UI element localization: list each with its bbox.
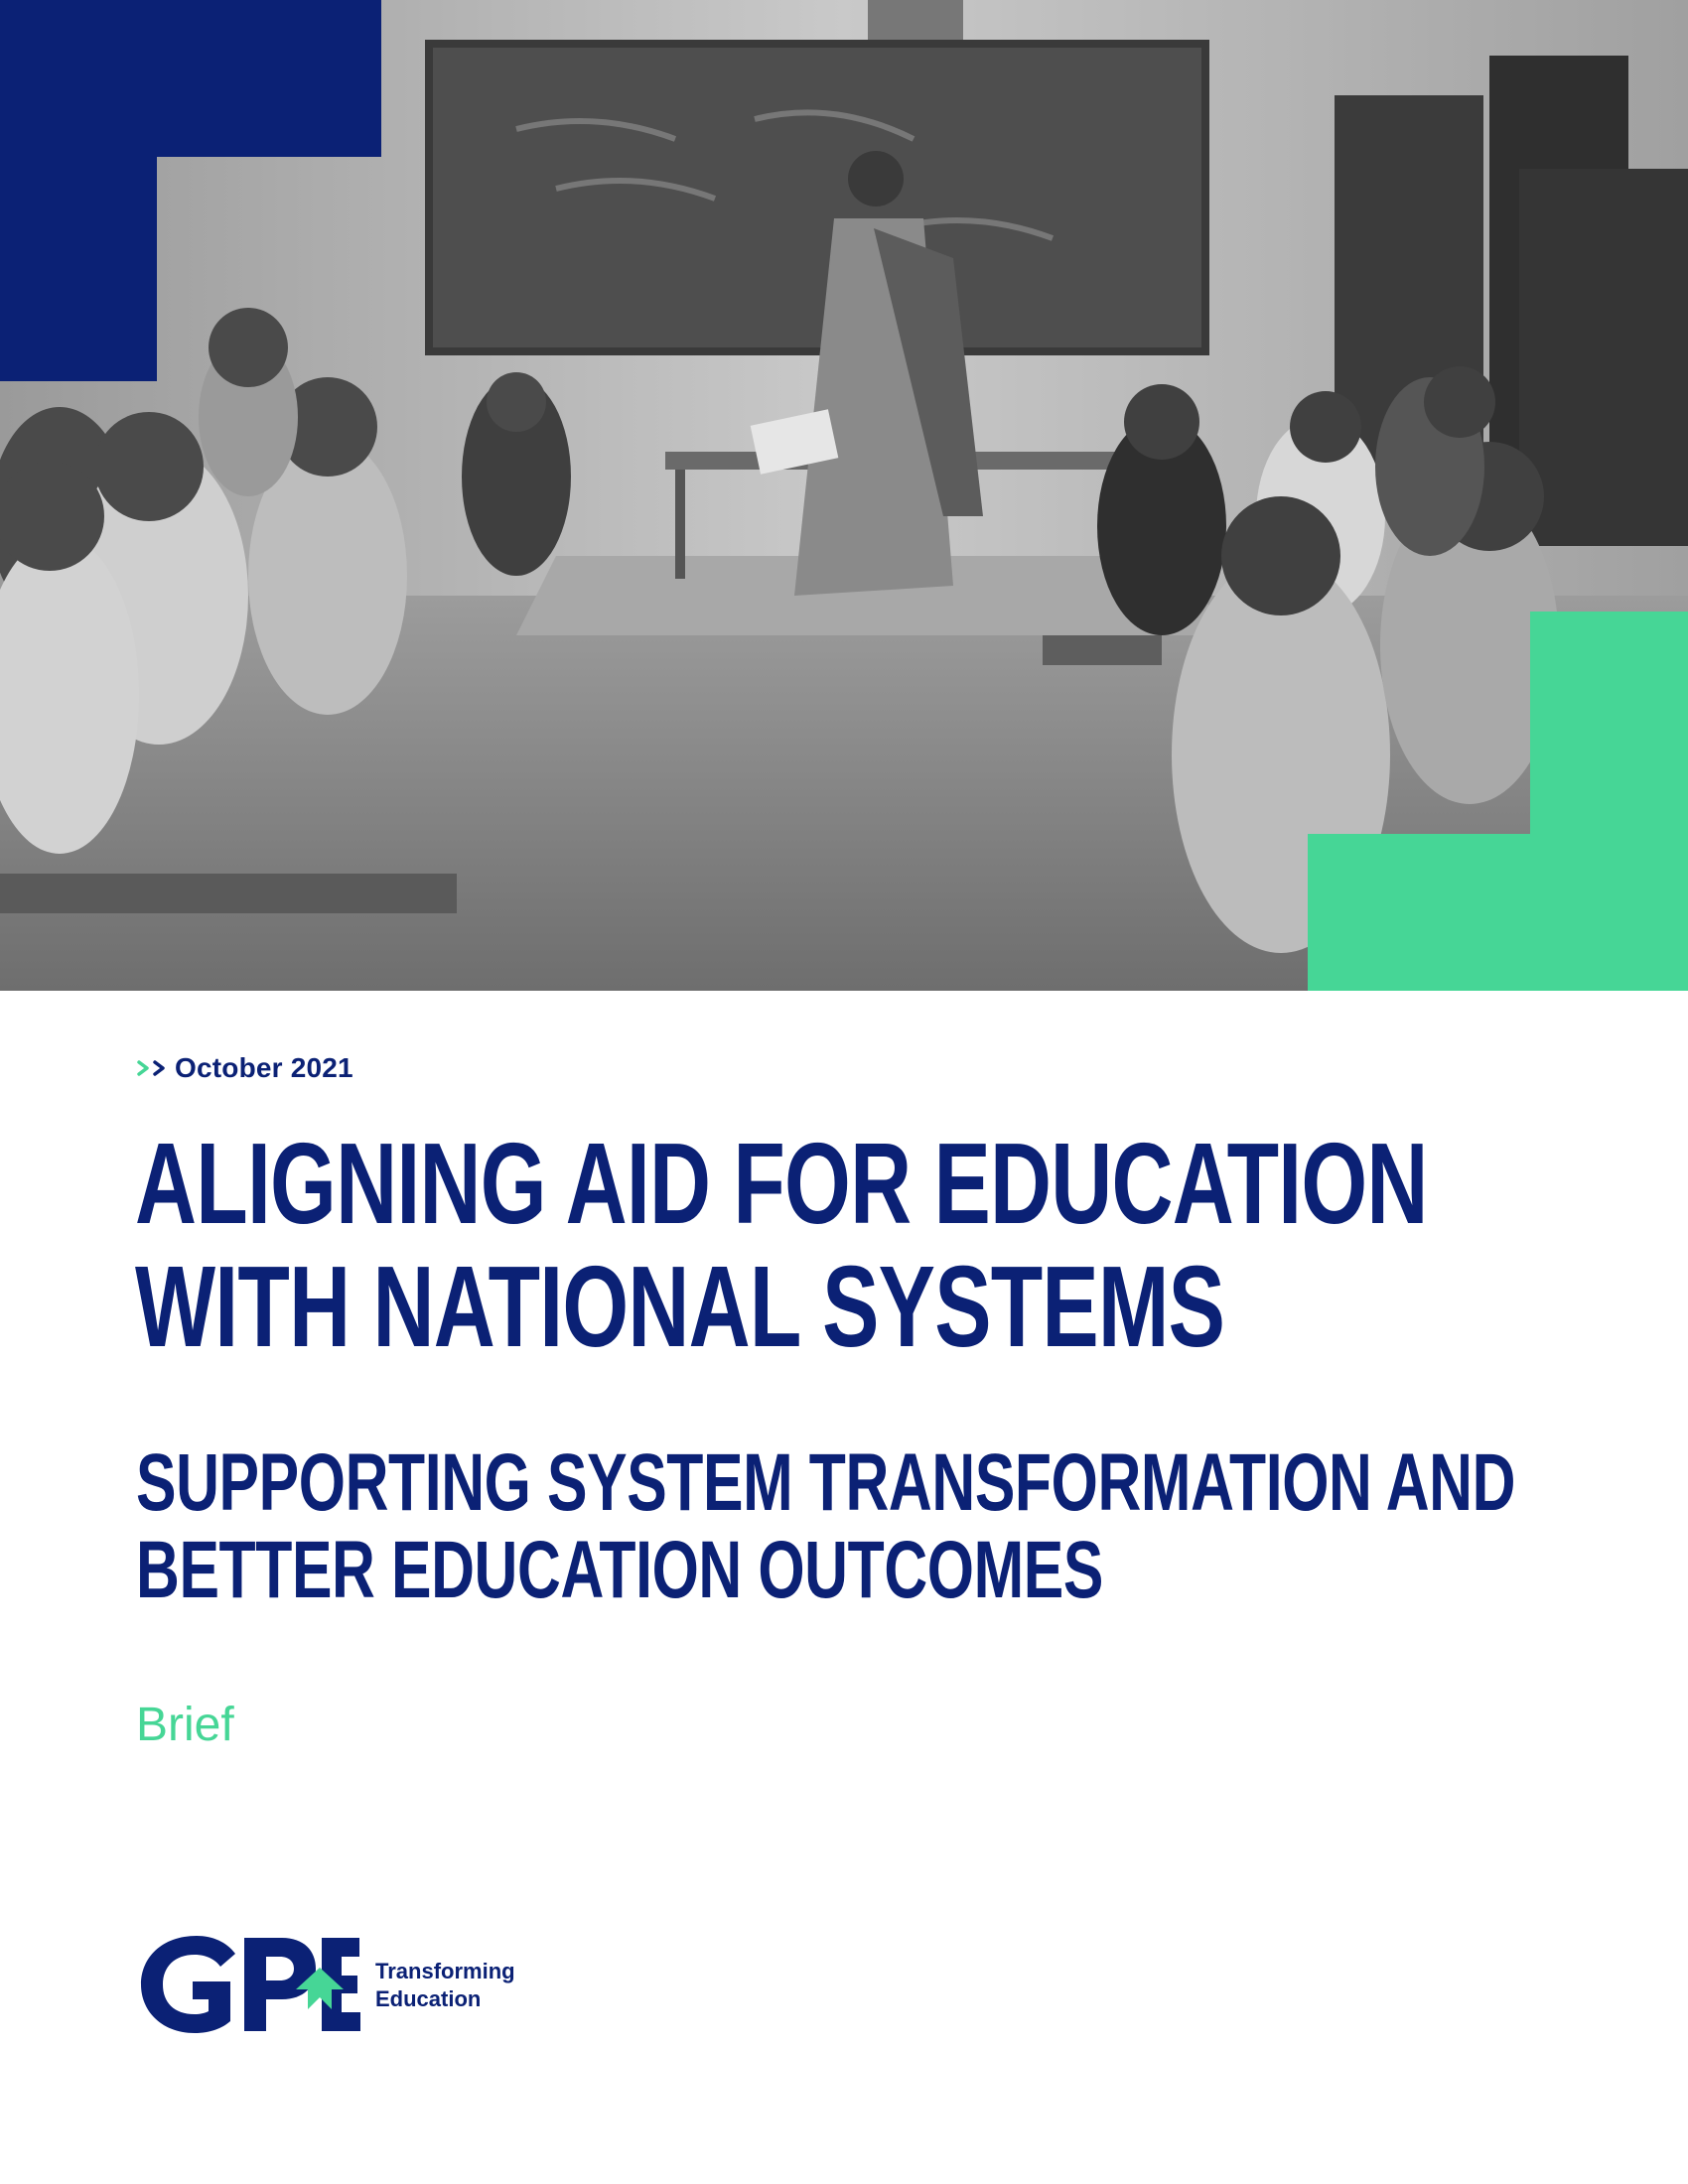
hero-photo (0, 0, 1688, 991)
double-chevron-right-icon (137, 1060, 167, 1076)
blackboard (429, 44, 1205, 351)
publication-date: October 2021 (175, 1052, 353, 1083)
document-title: ALIGNING AID FOR EDUCATION WITH NATIONAL SYSTEMS (135, 1119, 1428, 1371)
document-subtitle: SUPPORTING SYSTEM TRANSFORMATION AND BETTER EDUCATION OUTCOMES (136, 1437, 1516, 1615)
navy-corner-block (0, 0, 381, 157)
document-type: Brief (136, 1699, 234, 1751)
date-row (137, 1052, 353, 1084)
navy-corner-block-lower (0, 157, 157, 381)
gpe-wordmark-icon (137, 1926, 360, 2043)
logo-tagline (375, 1958, 515, 2013)
gpe-logo (137, 1926, 534, 2055)
green-corner-block-lower (1308, 834, 1530, 991)
logo-tagline-line1: Transforming (375, 1959, 515, 1983)
green-corner-block (1530, 612, 1688, 991)
logo-tagline-line2: Education (375, 1986, 482, 2011)
